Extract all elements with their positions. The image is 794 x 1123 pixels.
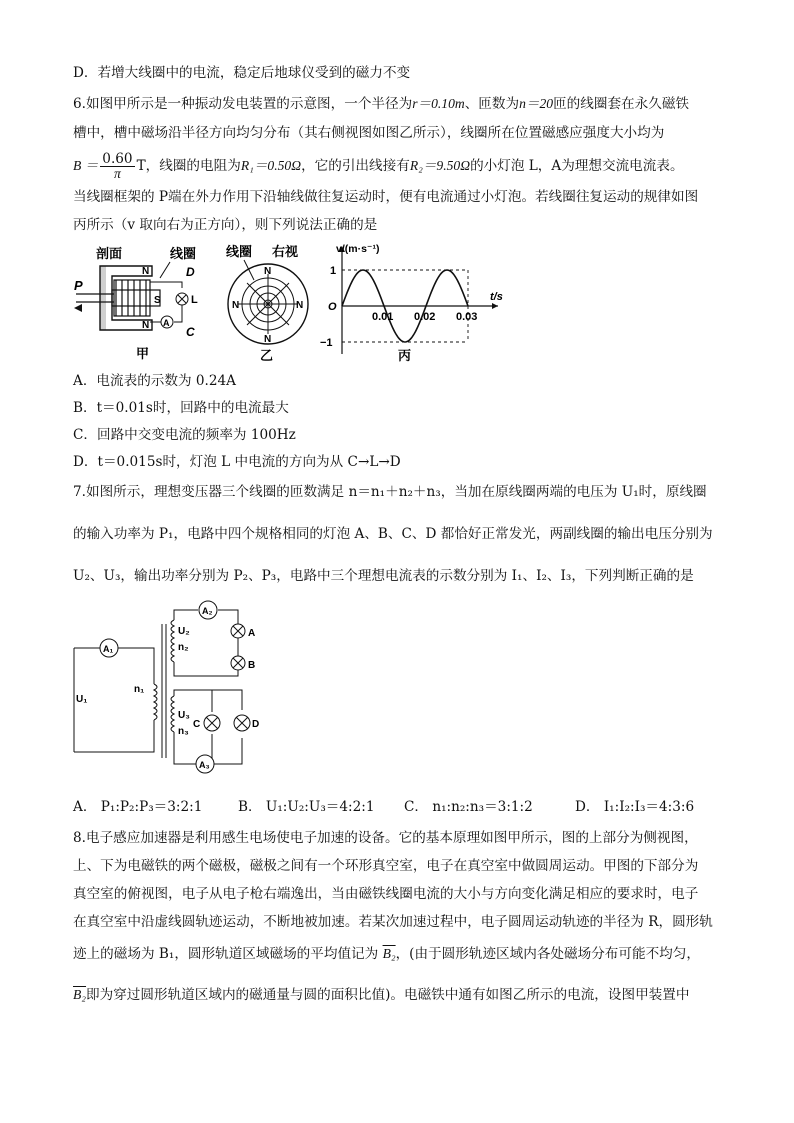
a1-label: A₁ — [103, 644, 114, 654]
jia-n-top: N — [142, 266, 150, 277]
q6-chart-bing — [320, 238, 510, 366]
q6-stem-line2: 槽中，槽中磁场沿半径方向均匀分布（其右侧视图如图乙所示），线圈所在位置磁感应强度大小均为 — [73, 125, 665, 141]
x-axis-arrow — [492, 303, 498, 309]
n3-label: n₃ — [178, 726, 189, 737]
q8-line3: 真空室的俯视图，电子从电子枪右端逸出，当由磁铁线圈电流的大小与方向变化满足相应的要求时，电子 — [73, 886, 699, 902]
q6-stem-text-c: 匝的线圈套在永久磁铁 — [553, 96, 690, 112]
n1-label: n₁ — [134, 684, 145, 695]
q6-r1: R₁＝0.50Ω — [240, 158, 302, 173]
q8-line5-text-a: 迹上的磁场为 B₁，圆形轨道区域磁场的平均值记为 — [73, 946, 383, 962]
a3-label: A₃ — [199, 760, 210, 770]
q8-b2-average-2: B₂ — [73, 987, 87, 1002]
y-tick-neg1: −1 — [320, 337, 333, 349]
q6-stem-text-b: 、匝数为 — [464, 96, 520, 112]
q8-line6 — [73, 986, 689, 1004]
q6-b-suffix: T，线圈的电阻为 — [136, 158, 241, 174]
q6-stem-line1 — [73, 95, 689, 113]
jia-l-label: L — [191, 294, 198, 306]
q8-line5-text-c: ，(由于圆形轨迹区域内各处磁场分布可能不均匀， — [395, 946, 700, 962]
q7-option-a[interactable]: A． P₁:P₂:P₃＝3:2:1 — [73, 799, 203, 815]
q6-option-d[interactable]: D．t＝0.015s时，灯泡 L 中电流的方向为从 C→L→D — [73, 454, 401, 470]
jia-section-label: 剖面 — [96, 246, 123, 261]
jia-coil-label: 线圈 — [170, 246, 197, 261]
q8-line6-text-b: 即为穿过圆形轨道区域内的磁通量与圆的面积比值)。电磁铁中通有如图乙所示的电流，设图甲装置中 — [86, 987, 690, 1003]
yi-n-top: N — [264, 266, 272, 277]
u3-label: U₃ — [178, 710, 190, 721]
x-tick-0-03: 0.03 — [456, 311, 478, 323]
q7-transformer-figure — [66, 600, 266, 776]
yi-view-label: 右视 — [272, 244, 299, 259]
n2-label: n₂ — [178, 642, 189, 653]
lamp-c-label: C — [193, 719, 201, 730]
q6-b-denominator: π — [114, 166, 121, 181]
q7-stem-line1: 7.如图所示，理想变压器三个线圈的匝数满足 n＝n₁＋n₂＋n₃，当加在原线圈两端的电压为 U₁时，原线圈 — [73, 484, 707, 500]
q7-stem-line2: 的输入功率为 P₁，电路中四个规格相同的灯泡 A、B、C、D 都恰好正常发光，两副线圈的输出电压分别为 — [73, 526, 713, 542]
q7-option-c[interactable]: C． n₁:n₂:n₃＝3:1:2 — [404, 799, 533, 815]
jia-ammeter-a: A — [163, 318, 170, 328]
jia-c-label: C — [186, 325, 195, 339]
y-axis-label: v/(m·s⁻¹) — [336, 243, 380, 255]
x-axis-label: t/s — [490, 291, 503, 303]
origin-label: O — [328, 301, 337, 313]
q8-b2-average: B₂ — [382, 946, 396, 961]
yi-caption: 乙 — [260, 348, 274, 363]
q6-tail-text: 的小灯泡 L，A为理想交流电流表。 — [470, 158, 684, 174]
q6-b-prefix: B ＝ — [73, 158, 99, 173]
q6-stem-line5: 丙所示（v 取向右为正方向），则下列说法正确的是 — [73, 217, 378, 233]
q6-b-numerator: 0.60 — [102, 151, 133, 167]
jia-n-bottom: N — [142, 320, 150, 331]
lamp-b-label: B — [248, 660, 256, 671]
q8-line4: 在真空室中沿虚线圆轨迹运动，不断地被加速。若某次加速过程中，电子圆周运动轨迹的半径为 R，圆形轨 — [73, 914, 713, 930]
q6-mid-text: ，它的引出线接有 — [301, 158, 410, 174]
y-tick-pos1: 1 — [330, 265, 337, 277]
u2-label: U₂ — [178, 626, 190, 637]
q7-stem-line3: U₂、U₃，输出功率分别为 P₂、P₃，电路中三个理想电流表的示数分别为 I₁、I₂、I₃，下列判断正确的是 — [73, 568, 694, 584]
q6-figure-jia — [70, 238, 220, 366]
lamp-d-label: D — [252, 719, 260, 730]
q7-option-d[interactable]: D． I₁:I₂:I₃＝4:3:6 — [575, 799, 695, 815]
q6-option-c[interactable]: C．回路中交变电流的频率为 100Hz — [73, 427, 296, 443]
lamp-a-label: A — [248, 628, 256, 639]
q6-stem-line4: 当线圈框架的 P端在外力作用下沿轴线做往复运动时，便有电流通过小灯泡。若线圈往复运动的规律如图 — [73, 189, 699, 205]
q6-stem-text: 6.如图甲所示是一种振动发电装置的示意图，一个半径为 — [73, 96, 413, 112]
yi-n-right: N — [296, 300, 304, 311]
jia-p-label: P — [74, 278, 83, 293]
q8-line1: 8.电子感应加速器是利用感生电场使电子加速的设备。它的基本原理如图甲所示，图的上部分为侧视图， — [73, 830, 698, 846]
yi-n-left: N — [232, 300, 240, 311]
q6-stem-line3 — [73, 150, 684, 182]
q5-option-d[interactable]: D．若增大线圈中的电流，稳定后地球仪受到的磁力不变 — [73, 65, 411, 81]
q6-b-fraction — [100, 152, 134, 181]
x-tick-0-02: 0.02 — [414, 311, 436, 323]
q6-option-a[interactable]: A．电流表的示数为 0.24A — [73, 373, 236, 389]
q8-line5 — [73, 945, 700, 963]
q6-option-b[interactable]: B．t＝0.01s时，回路中的电流最大 — [73, 400, 289, 416]
q6-turns: n＝20 — [519, 96, 554, 111]
x-tick-0-01: 0.01 — [372, 311, 394, 323]
jia-s-label: S — [154, 295, 161, 306]
a2-label: A₂ — [202, 606, 213, 616]
jia-caption: 甲 — [136, 346, 150, 361]
q6-figure-yi — [220, 238, 320, 366]
q7-option-b[interactable]: B． U₁:U₂:U₃＝4:2:1 — [238, 799, 375, 815]
q6-r2: R₂＝9.50Ω — [409, 158, 471, 173]
bing-caption: 丙 — [398, 348, 412, 363]
q8-line2: 上、下为电磁铁的两个磁极，磁极之间有一个环形真空室，电子在真空室中做圆周运动。甲图的下部分为 — [73, 858, 699, 874]
q6-radius: r＝0.10m — [412, 96, 465, 111]
jia-d-label: D — [186, 265, 195, 279]
u1-label: U₁ — [76, 694, 88, 705]
yi-n-bottom: N — [264, 334, 272, 345]
yi-coil-label: 线圈 — [226, 244, 253, 259]
